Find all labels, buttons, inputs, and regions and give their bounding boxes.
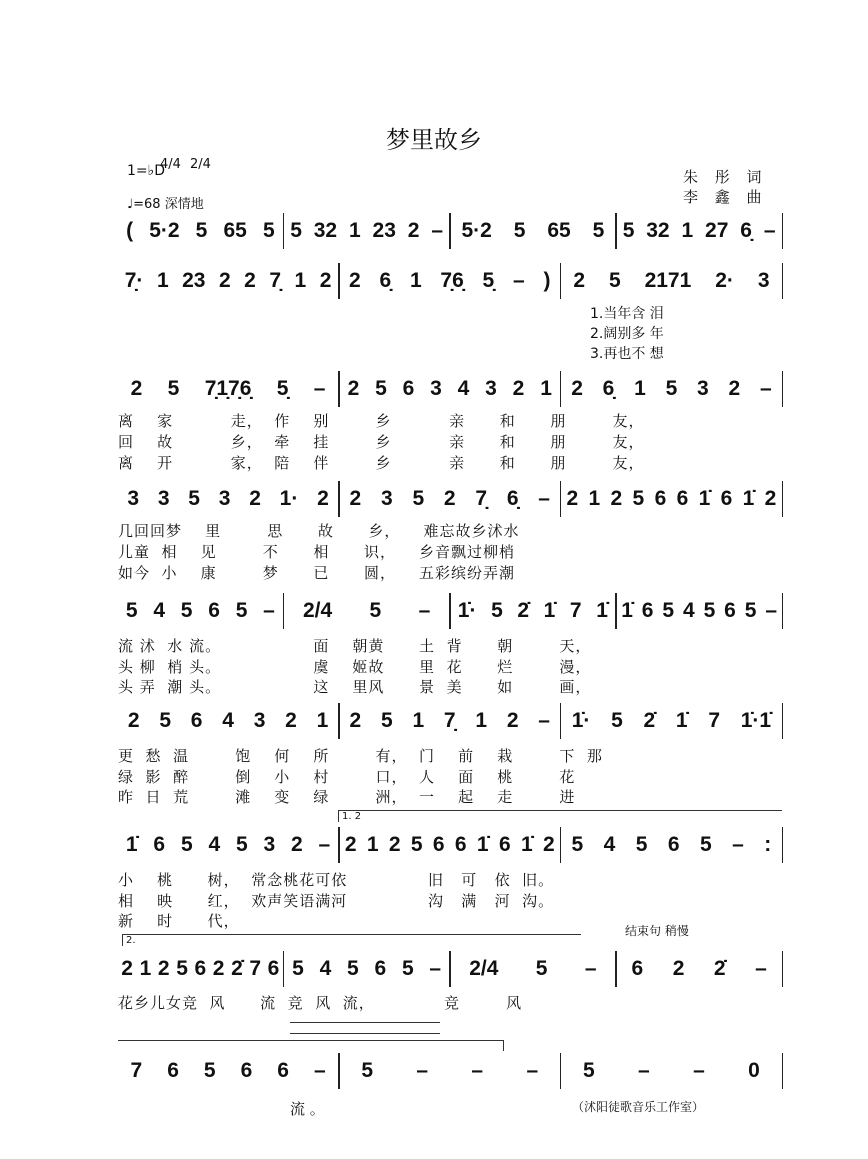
note-group: 5̣ (482, 269, 495, 292)
music-system (118, 484, 783, 514)
note-group: – (584, 957, 597, 980)
measure (561, 266, 781, 296)
note-group: 5 (195, 219, 208, 242)
verse-label-2: 2.阔别多 年 (590, 326, 664, 342)
note-group: 1̇ (476, 833, 489, 856)
note-group: 5 (662, 599, 675, 622)
note-group: 6 (654, 487, 667, 510)
note-group: 1̇ (621, 599, 633, 622)
measure (561, 830, 781, 860)
note-group: 2 (573, 269, 585, 292)
note-group: ) (543, 269, 551, 292)
note-group: 4 (682, 599, 695, 622)
note-group: 65 (223, 219, 247, 242)
note-group: 6 (167, 1059, 179, 1082)
note-group: 2 (542, 833, 555, 856)
note-group: 5 (167, 377, 180, 400)
note-group: 1 (139, 957, 152, 980)
lyric-line: 头 柳 梢 头。 虞 姬故 里 花 烂 漫， (118, 658, 592, 676)
note-group: 4 (208, 833, 221, 856)
note-group: 2 (291, 833, 303, 856)
note-group: 5 (262, 219, 275, 242)
note-group: 23 (372, 219, 396, 242)
note-group: 65 (547, 219, 571, 242)
note-group: 5 (665, 377, 678, 400)
note-group: 7̣1̣7̣6̣ (204, 377, 252, 400)
note-group: 3 (157, 487, 170, 510)
bar-line (782, 263, 784, 299)
note-group: 7̣ (269, 269, 282, 292)
note-group: 2 (443, 487, 456, 510)
bar-line (782, 593, 784, 629)
note-group: 4 (319, 957, 332, 980)
note-group: 5·2 (461, 219, 492, 242)
note-group: 2̇ (713, 957, 726, 980)
note-group: 2 (566, 487, 579, 510)
note-group: ( (126, 219, 134, 242)
note-group: – (763, 219, 776, 242)
verse-label-3: 3.再也不 想 (590, 346, 664, 362)
note-group: 0 (748, 1059, 760, 1082)
key-signature: 1=♭D (127, 163, 166, 179)
bar-line (782, 703, 784, 739)
note-group: 2 (130, 377, 143, 400)
note-group: 6 (194, 957, 207, 980)
bar-line (782, 827, 784, 863)
measure (118, 1056, 338, 1086)
note-group: 2171 (644, 269, 692, 292)
measure (284, 596, 449, 626)
bar-line (782, 481, 784, 517)
measure (118, 484, 338, 514)
ending-bracket (118, 1040, 504, 1051)
note-group: 5 (375, 377, 387, 400)
note-group: 4 (603, 833, 616, 856)
note-group: 2 (218, 269, 231, 292)
note-group: 5 (608, 269, 621, 292)
note-group: 5 (361, 1059, 374, 1082)
note-group: 27 (705, 219, 729, 242)
lyric-line: 花乡儿女竞 风 流 竞 风 流， 竞 风 (118, 994, 523, 1012)
note-group: 5 (513, 219, 526, 242)
note-group: 1̇ (520, 833, 533, 856)
note-group: 1̇ (543, 599, 556, 622)
note-group: 2̇ (231, 957, 243, 980)
lyric-line: 离 开 家， 陪 伴 乡 亲 和 朋 友， (118, 454, 645, 472)
note-group: 1 (412, 709, 425, 732)
note-group: 5 (235, 833, 248, 856)
note-group: 2 (672, 957, 685, 980)
note-group: 2 (349, 269, 361, 292)
bar-line (782, 213, 784, 249)
measure (118, 374, 338, 404)
lyric-line: 昨 日 荒 滩 变 绿 洲， 一 起 走 进 (118, 788, 576, 806)
note-group: 2 (728, 377, 741, 400)
note-group: 6 (667, 833, 680, 856)
note-group: 5 (703, 599, 716, 622)
lyric-line: 儿童 相 见 不 相 识， 乡音飘过柳梢 (118, 543, 516, 561)
note-group: 7 (249, 957, 262, 980)
music-system (118, 830, 783, 860)
note-group: 5 (347, 957, 359, 980)
note-group: 5 (401, 957, 414, 980)
note-group: 5 (180, 833, 193, 856)
note-group: – (313, 377, 326, 400)
note-group: 32 (646, 219, 670, 242)
note-group: – (538, 487, 550, 510)
lyric-line: 绿 影 醉 倒 小 村 口， 人 面 桃 花 (118, 768, 576, 786)
note-group: 2 (344, 833, 357, 856)
final-lyric: 流 。 (290, 1100, 325, 1118)
measure (340, 1056, 560, 1086)
note-group: 5 (622, 219, 635, 242)
note-group: – (693, 1059, 705, 1082)
measure (340, 830, 560, 860)
note-group: – (765, 599, 778, 622)
music-system (118, 596, 783, 626)
note-group: – (416, 1059, 429, 1082)
note-group: 5 (410, 833, 423, 856)
note-group: 2 (244, 269, 256, 292)
note-group: 2 (249, 487, 261, 510)
note-group: – (431, 219, 444, 242)
note-group: – (759, 377, 772, 400)
note-group: 2 (285, 709, 297, 732)
note-group: 1 (366, 833, 379, 856)
note-group: 2 (347, 377, 360, 400)
note-group: – (318, 833, 331, 856)
note-group: 7̣ (443, 709, 456, 732)
note-group: 1 (156, 269, 169, 292)
measure (617, 954, 782, 984)
music-system (118, 216, 783, 246)
note-group: 7̣· (124, 269, 144, 292)
note-group: 2 (121, 957, 133, 980)
note-group: 5 (535, 957, 548, 980)
measure (561, 484, 781, 514)
note-group: 6 (208, 599, 220, 622)
note-group: 32 (313, 219, 338, 242)
note-group: 5 (235, 599, 248, 622)
note-group: 4 (153, 599, 166, 622)
note-group: 5 (369, 599, 382, 622)
note-group: 3 (485, 377, 497, 400)
verse-labels (590, 304, 664, 364)
note-group: 5 (292, 957, 304, 980)
note-group: 3 (127, 487, 140, 510)
measure (118, 706, 338, 736)
measure (118, 830, 338, 860)
note-group: 6 (498, 833, 511, 856)
note-group: 5 (491, 599, 503, 622)
measure (118, 266, 338, 296)
note-group: 5 (744, 599, 757, 622)
lyric-line: 相 映 红， 欢声笑语满河 沟 满 河 沟。 (118, 892, 555, 910)
measure (451, 596, 616, 626)
note-group: 1 (588, 487, 601, 510)
measure (451, 954, 616, 984)
note-group: 2̇ (517, 599, 530, 622)
note-group: 5 (632, 487, 645, 510)
note-group: – (313, 1059, 326, 1082)
note-group: 2 (571, 377, 583, 400)
note-group: 2/4 (469, 957, 499, 980)
note-group: 23 (182, 269, 206, 292)
note-group: 1̇ (698, 487, 711, 510)
composer-credit: 李 鑫 曲 (683, 188, 768, 206)
note-group: 3 (218, 487, 231, 510)
music-system (118, 954, 783, 984)
note-group: 5 (583, 1059, 595, 1082)
note-group: 6 (454, 833, 467, 856)
verse-label-1: 1.当年含 泪 (590, 306, 664, 322)
note-group: 5 (290, 219, 302, 242)
note-group: 4 (222, 709, 234, 732)
note-group: – (538, 709, 550, 732)
note-group: 3 (381, 487, 393, 510)
note-group: 6̣ (506, 487, 519, 510)
volta-bracket: 1. 2 (338, 810, 782, 822)
note-group: 7 (569, 599, 582, 622)
note-group: 1̇· (457, 599, 477, 622)
note-group: 6̣ (740, 219, 752, 242)
bar-line (782, 951, 784, 987)
lyric-line: 更 愁 温 饱 何 所 有， 门 前 栽 下 那 (118, 747, 603, 765)
note-group: – (526, 1059, 539, 1082)
note-group: 1̇·1̇ (740, 709, 772, 732)
lyricist-credit: 朱 彤 词 (683, 168, 768, 186)
note-group: 6̣ (379, 269, 392, 292)
note-group: 1 (634, 377, 646, 400)
note-group: 6 (641, 599, 654, 622)
note-group: 5 (203, 1059, 216, 1082)
music-system (118, 1056, 783, 1086)
time-signature-2-4: 2/4 (190, 157, 211, 172)
note-group: 1 (348, 219, 361, 242)
note-group: 1· (279, 487, 299, 510)
note-group: 1 (681, 219, 694, 242)
note-group: 1̇ (742, 487, 755, 510)
measure (561, 1056, 781, 1086)
note-group: 7̣ (475, 487, 488, 510)
note-group: 5 (180, 599, 193, 622)
measure (617, 216, 782, 246)
note-group: – (755, 957, 767, 980)
note-group: 1̇ (675, 709, 688, 732)
measure (340, 484, 560, 514)
note-group: – (471, 1059, 484, 1082)
song-title: 梦里故乡 (386, 126, 482, 154)
note-group: 2 (319, 269, 332, 292)
note-group: 6 (267, 957, 280, 980)
decrescendo-mark (290, 1022, 440, 1034)
note-group: – (429, 957, 442, 980)
note-group: 2/4 (302, 599, 333, 622)
lyric-line: 流 沭 水 流。 面 朝黄 土 背 朝 天， (118, 637, 592, 655)
note-group: 3 (430, 377, 442, 400)
tempo-marking: ♩=68 深情地 (127, 197, 204, 212)
measure (561, 374, 781, 404)
note-group: 1̇ (125, 833, 138, 856)
note-group: 6̣ (602, 377, 615, 400)
note-group: 6 (724, 599, 736, 622)
note-group: 2 (157, 957, 170, 980)
measure (561, 706, 781, 736)
measure (340, 706, 560, 736)
note-group: : (764, 833, 772, 856)
note-group: 5 (125, 599, 138, 622)
measure (451, 216, 616, 246)
note-group: 2 (506, 709, 519, 732)
note-group: 2 (407, 219, 420, 242)
note-group: 2 (317, 487, 329, 510)
note-group: 6 (720, 487, 733, 510)
note-group: 5 (412, 487, 425, 510)
note-group: 5 (699, 833, 712, 856)
measure (340, 374, 560, 404)
note-group: 1 (409, 269, 422, 292)
note-group: 3 (697, 377, 709, 400)
bar-line (782, 371, 784, 407)
note-group: 6 (153, 833, 166, 856)
note-group: 5̣ (276, 377, 289, 400)
lyric-line: 离 家 走， 作 别 乡 亲 和 朋 友， (118, 412, 645, 430)
music-system (118, 374, 783, 404)
note-group: 6 (402, 377, 415, 400)
note-group: 2 (349, 487, 362, 510)
note-group: – (638, 1059, 650, 1082)
measure (118, 596, 283, 626)
lyric-line: 几回回梦 里 思 故 乡， 难忘故乡沭水 (118, 522, 520, 540)
lyric-line: 小 桃 树， 常念桃花可依 旧 可 依 旧。 (118, 871, 555, 889)
note-group: 3 (253, 709, 266, 732)
note-group: 2 (212, 957, 225, 980)
time-signature-4-4: 4/4 (160, 157, 181, 172)
note-group: 5 (188, 487, 200, 510)
note-group: 2 (388, 833, 401, 856)
studio-credit: （沭阳徒歌音乐工作室） (572, 1100, 705, 1114)
music-system (118, 706, 783, 736)
note-group: 5 (159, 709, 172, 732)
note-group: – (418, 599, 431, 622)
measure (617, 596, 782, 626)
note-group: 3 (263, 833, 276, 856)
note-group: 7̣6̣ (440, 269, 464, 292)
note-group: 1 (475, 709, 488, 732)
note-group: 5 (592, 219, 605, 242)
note-group: 5 (635, 833, 648, 856)
measure (284, 216, 449, 246)
measure (340, 266, 560, 296)
note-group: 1 (294, 269, 307, 292)
note-group: 1 (316, 709, 329, 732)
note-group: 7 (708, 709, 721, 732)
bar-line (782, 1053, 784, 1089)
measure (118, 216, 283, 246)
note-group: 6 (631, 957, 644, 980)
note-group: 1 (540, 377, 552, 400)
note-group: 5 (381, 709, 393, 732)
lyric-line: 新 时 代， (118, 912, 240, 930)
note-group: 6 (240, 1059, 253, 1082)
note-group: 7 (130, 1059, 143, 1082)
note-group: – (512, 269, 525, 292)
note-group: 1̇ (596, 599, 608, 622)
note-group: 1̇· (571, 709, 591, 732)
note-group: 6 (676, 487, 689, 510)
note-group: 5 (571, 833, 584, 856)
lyric-line: 回 故 乡， 牵 挂 乡 亲 和 朋 友， (118, 433, 645, 451)
lyric-line: 头 弄 潮 头。 这 里风 景 美 如 画， (118, 678, 592, 696)
note-group: – (732, 833, 744, 856)
note-group: 2 (349, 709, 362, 732)
note-group: 6 (432, 833, 445, 856)
note-group: 4 (457, 377, 470, 400)
note-group: 2 (764, 487, 777, 510)
note-group: 2̇ (643, 709, 656, 732)
measure (118, 954, 283, 984)
ending-note: 结束句 稍慢 (625, 924, 689, 938)
note-group: 5 (611, 709, 623, 732)
note-group: 6 (277, 1059, 289, 1082)
note-group: 5·2 (149, 219, 180, 242)
note-group: 2 (127, 709, 140, 732)
note-group: 6 (374, 957, 387, 980)
note-group: 3 (757, 269, 770, 292)
volta-bracket: 2. (122, 934, 581, 946)
measure (284, 954, 449, 984)
note-group: 2· (715, 269, 734, 292)
note-group: – (263, 599, 275, 622)
note-group: 6 (190, 709, 203, 732)
note-group: 5 (176, 957, 188, 980)
note-group: 2 (610, 487, 623, 510)
music-system (118, 266, 783, 296)
note-group: 2 (512, 377, 525, 400)
lyric-line: 如今 小 康 梦 已 圆， 五彩缤纷弄潮 (118, 564, 516, 582)
